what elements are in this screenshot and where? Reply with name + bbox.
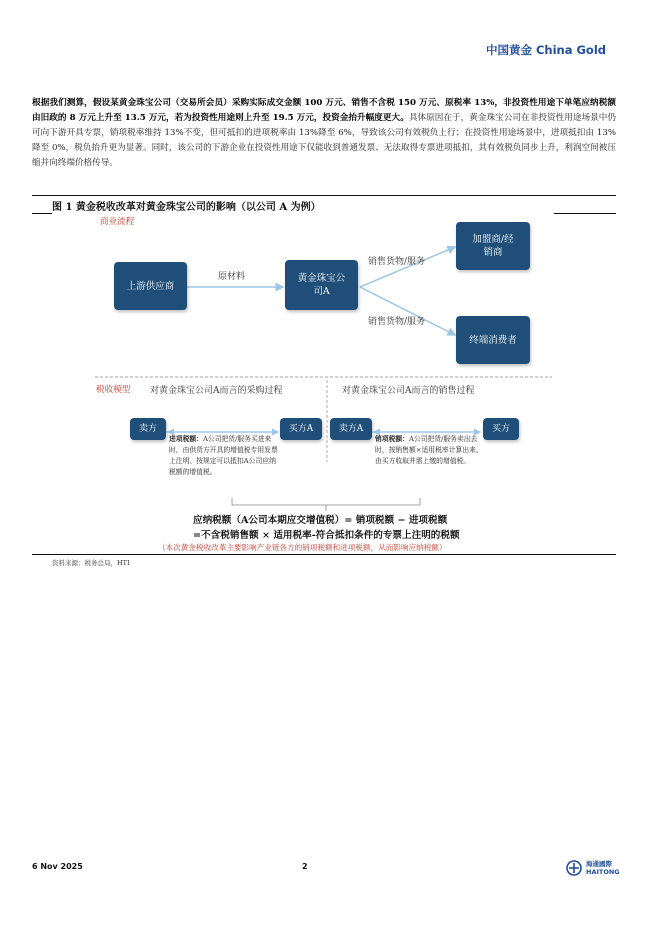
paragraph-normal-text: 具体原因在于，黄金珠宝公司在非投资性用途场景中仍可向下游开具专票，销项税率维持 13%不变，但可抵扣的进项税率由 13%降至 6%，导致该公司有效税负上行；在投资性用途场景中，进项抵扣由 13%降至 0%，税负抬升更为显著。同时，该公司的下游企业在投资性用途下仅能收到普通发票、无法取得专票进项抵扣，其有效税负同步上升，利润空间被压缩并向终端价格传导。	[32, 113, 616, 168]
seller-a-box: 卖方A	[330, 418, 372, 440]
formula-line-1: 应纳税额（A公司本期应交增值税）= 销项税额 − 进项税额	[193, 515, 448, 526]
page-number: 2	[302, 862, 308, 871]
output-tax-label: 销项税额：	[375, 435, 409, 443]
sales-process-label: 对黄金珠宝公司A而言的销售过程	[342, 386, 475, 396]
output-tax-text: A公司把货/服务卖出去时，按销售额×适用税率计算出来、由买方收取并需上缴的增值税。	[375, 435, 483, 465]
dealer-box: 加盟商/经销商	[456, 222, 530, 270]
sales-label-dealer: 销售货物/服务	[368, 257, 426, 267]
company-box: 黄金珠宝公司A	[285, 260, 358, 310]
formula-line-2: =不含税销售额 × 适用税率-符合抵扣条件的专票上注明的税额	[193, 530, 460, 541]
input-tax-label: 进项税额：	[169, 435, 203, 443]
figure-bottom-rule	[32, 554, 616, 555]
logo-cn: 海通國際	[586, 860, 612, 868]
haitong-logo-icon	[566, 860, 582, 876]
footer-date: 6 Nov 2025	[32, 862, 83, 871]
haitong-logo	[566, 860, 620, 876]
figure-source: 资料来源：税务总局，HTI	[52, 559, 130, 567]
raw-material-label: 原材料	[218, 272, 246, 282]
logo-en: HAITONG	[586, 868, 620, 876]
sales-label-consumer: 销售货物/服务	[368, 317, 426, 327]
brand-header: 中国黄金 China Gold	[485, 43, 606, 57]
purchase-process-label: 对黄金珠宝公司A而言的采购过程	[150, 386, 283, 396]
seller-box: 卖方	[130, 418, 166, 440]
buyer-box: 买方	[483, 418, 519, 440]
buyer-a-box: 买方A	[280, 418, 322, 440]
consumer-box: 终端消费者	[456, 316, 530, 364]
supplier-box: 上游供应商	[114, 262, 187, 310]
formula-note: （本次黄金税收改革主要影响产业链各方的销项税额和进项税额，从而影响应纳税额）	[158, 543, 447, 552]
section-tax-label: 税收模型	[96, 385, 131, 395]
section-business-label: 商业流程	[100, 217, 135, 227]
input-tax-note	[169, 434, 281, 478]
figure-title: 图 1 黄金税收改革对黄金珠宝公司的影响（以公司 A 为例）	[52, 202, 321, 213]
paragraph-bold-text: 根据我们测算，假设某黄金珠宝公司（交易所会员）采购实际成交金额 100 万元、销售不含税 150 万元、原税率 13%，非投资性用途下单笔应纳税额由旧政的 8 万元上升至 13.5 万元，若为投资性用途则上升至 19.5 万元，投资金抬升幅度更大。	[32, 98, 616, 123]
input-tax-text: A公司把货/服务买进来时，由供货方开具的增值税专用发票上注明、按规定可以抵扣A公司应纳税额的增值税。	[169, 435, 278, 476]
output-tax-note	[375, 434, 487, 467]
